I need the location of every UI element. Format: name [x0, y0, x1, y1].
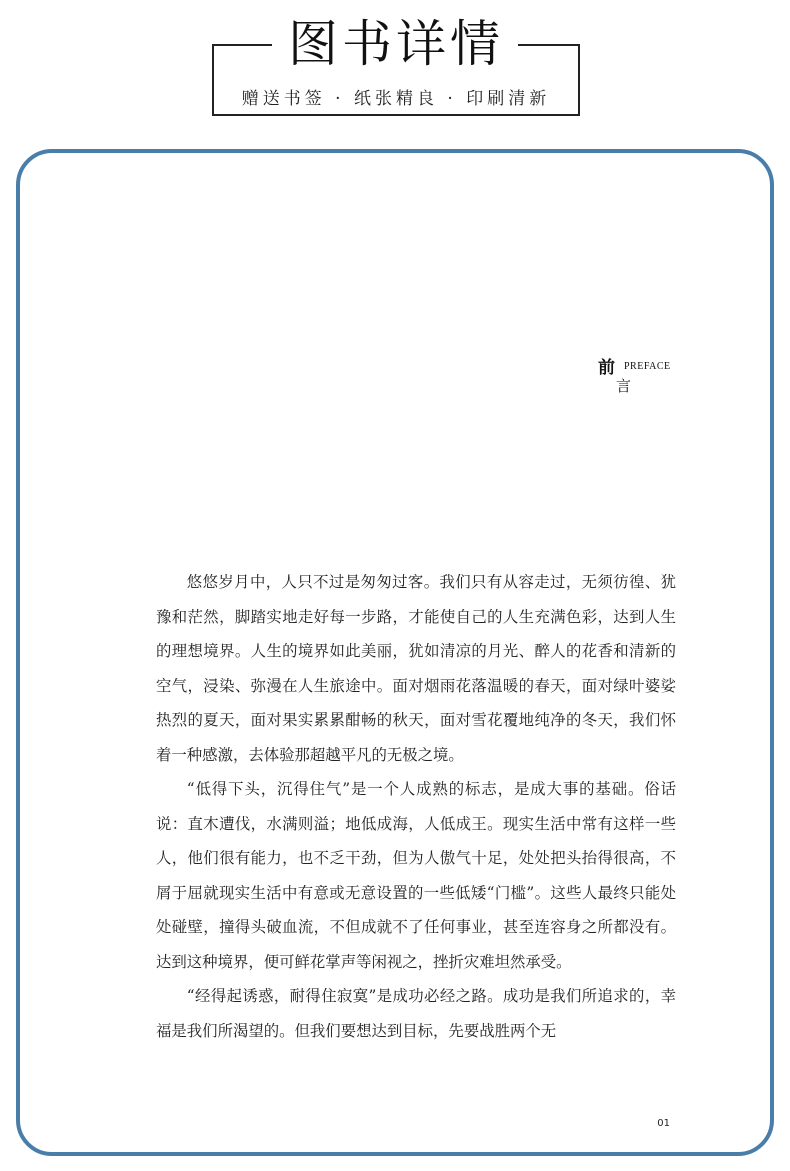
preface-paragraph: 悠悠岁月中，人只不过是匆匆过客。我们只有从容走过，无须彷徨、犹豫和茫然，脚踏实地走好每一步路，才能使自己的人生充满色彩，达到人生的理想境界。人生的境界如此美丽，犹如清凉的月光、醉人的花香和清新的空气，浸染、弥漫在人生旅途中。面对烟雨花落温暖的春天，面对绿叶婆娑热烈的夏天，面对果实累累酣畅的秋天，面对雪花覆地纯净的冬天，我们怀着一种感激，去体验那超越平凡的无极之境。 [156, 573, 676, 764]
header-banner [212, 15, 580, 116]
preface-body [156, 565, 676, 1048]
book-page-card [16, 149, 774, 1156]
page-number: 01 [657, 1118, 670, 1129]
preface-heading-en: PREFACE [624, 361, 671, 372]
preface-heading-char-2: 言 [616, 377, 632, 395]
page-title: 图书详情 [288, 15, 504, 73]
preface-heading [598, 353, 688, 397]
preface-paragraph: “经得起诱惑，耐得住寂寞”是成功必经之路。成功是我们所追求的，幸福是我们所渴望的。但我们要想达到目标，先要战胜两个无 [156, 987, 676, 1040]
page-subtitle: 赠送书签 · 纸张精良 · 印刷清新 [241, 89, 551, 109]
preface-paragraph: “低得下头，沉得住气”是一个人成熟的标志，是成大事的基础。俗话说：直木遭伐，水满则溢；地低成海，人低成王。现实生活中常有这样一些人，他们很有能力，也不乏干劲，但为人傲气十足，处处把头抬得很高，不屑于屈就现实生活中有意或无意设置的一些低矮“门槛”。这些人最终只能处处碰壁，撞得头破血流，不但成就不了任何事业，甚至连容身之所都没有。达到这种境界，便可鲜花掌声等闲视之，挫折灾难坦然承受。 [156, 780, 676, 971]
preface-heading-char-1: 前 [598, 358, 615, 378]
